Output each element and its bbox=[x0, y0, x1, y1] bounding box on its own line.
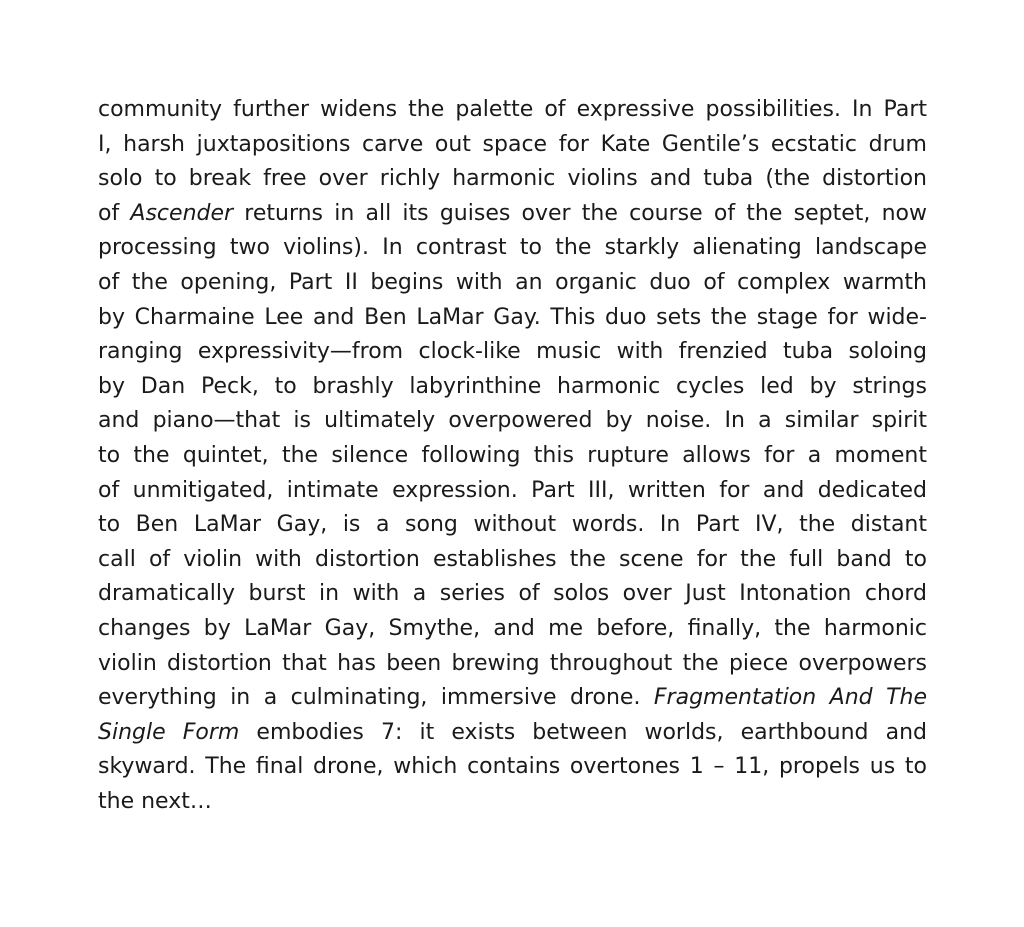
text-segment: skyward. The final drone, which contains overtones 1 – 11, propels us to bbox=[98, 754, 927, 780]
text-line bbox=[98, 612, 927, 647]
text-segment: the next… bbox=[98, 788, 212, 814]
text-segment: dramatically burst in with a series of solos over Just Intonation chord bbox=[98, 581, 927, 607]
text-segment: embodies 7: it exists between worlds, earthbound and bbox=[239, 719, 927, 745]
text-line bbox=[98, 231, 927, 266]
text-line bbox=[98, 404, 927, 439]
text-segment: to Ben LaMar Gay, is a song without words. In Part IV, the distant bbox=[98, 512, 927, 538]
text-line bbox=[98, 785, 927, 820]
text-segment: of bbox=[98, 200, 131, 226]
text-segment: ranging expressivity—from clock-like music with frenzied tuba soloing bbox=[98, 339, 927, 365]
text-segment: violin distortion that has been brewing throughout the piece overpowers bbox=[98, 650, 927, 676]
text-line bbox=[98, 647, 927, 682]
text-line bbox=[98, 266, 927, 301]
text-segment: and piano—that is ultimately overpowered by noise. In a similar spirit bbox=[98, 408, 927, 434]
text-line bbox=[98, 716, 927, 751]
text-line bbox=[98, 750, 927, 785]
italic-title: Ascender bbox=[130, 200, 234, 226]
text-segment: returns in all its guises over the course of the septet, now bbox=[233, 200, 927, 226]
text-segment: by Charmaine Lee and Ben LaMar Gay. This duo sets the stage for wide- bbox=[98, 304, 927, 330]
text-segment: to the quintet, the silence following this rupture allows for a moment bbox=[98, 442, 927, 468]
text-segment: of unmitigated, intimate expression. Part III, written for and dedicated bbox=[98, 477, 927, 503]
italic-title: Fragmentation And The bbox=[653, 685, 927, 711]
text-line bbox=[98, 508, 927, 543]
text-line bbox=[98, 93, 927, 128]
text-segment: solo to break free over richly harmonic violins and tuba (the distortion bbox=[98, 166, 927, 192]
text-line bbox=[98, 543, 927, 578]
text-segment: everything in a culminating, immersive drone. bbox=[98, 685, 654, 711]
text-segment: call of violin with distortion establishes the scene for the full band to bbox=[98, 546, 927, 572]
text-line bbox=[98, 439, 927, 474]
text-line bbox=[98, 128, 927, 163]
italic-title: Single Form bbox=[98, 719, 240, 745]
text-segment: of the opening, Part II begins with an organic duo of complex warmth bbox=[98, 269, 927, 295]
text-line bbox=[98, 577, 927, 612]
text-segment: processing two violins). In contrast to the starkly alienating landscape bbox=[98, 235, 927, 261]
text-line bbox=[98, 681, 927, 716]
text-line bbox=[98, 301, 927, 336]
text-segment: by Dan Peck, to brashly labyrinthine harmonic cycles led by strings bbox=[98, 373, 927, 399]
text-segment: changes by LaMar Gay, Smythe, and me before, finally, the harmonic bbox=[98, 615, 927, 641]
text-line bbox=[98, 474, 927, 509]
text-line bbox=[98, 162, 927, 197]
body-text bbox=[98, 93, 927, 819]
text-line bbox=[98, 370, 927, 405]
text-segment: community further widens the palette of expressive possibilities. In Part bbox=[98, 97, 927, 122]
text-line bbox=[98, 335, 927, 370]
text-segment: I, harsh juxtapositions carve out space for Kate Gentile’s ecstatic drum bbox=[98, 131, 927, 157]
text-line bbox=[98, 197, 927, 232]
